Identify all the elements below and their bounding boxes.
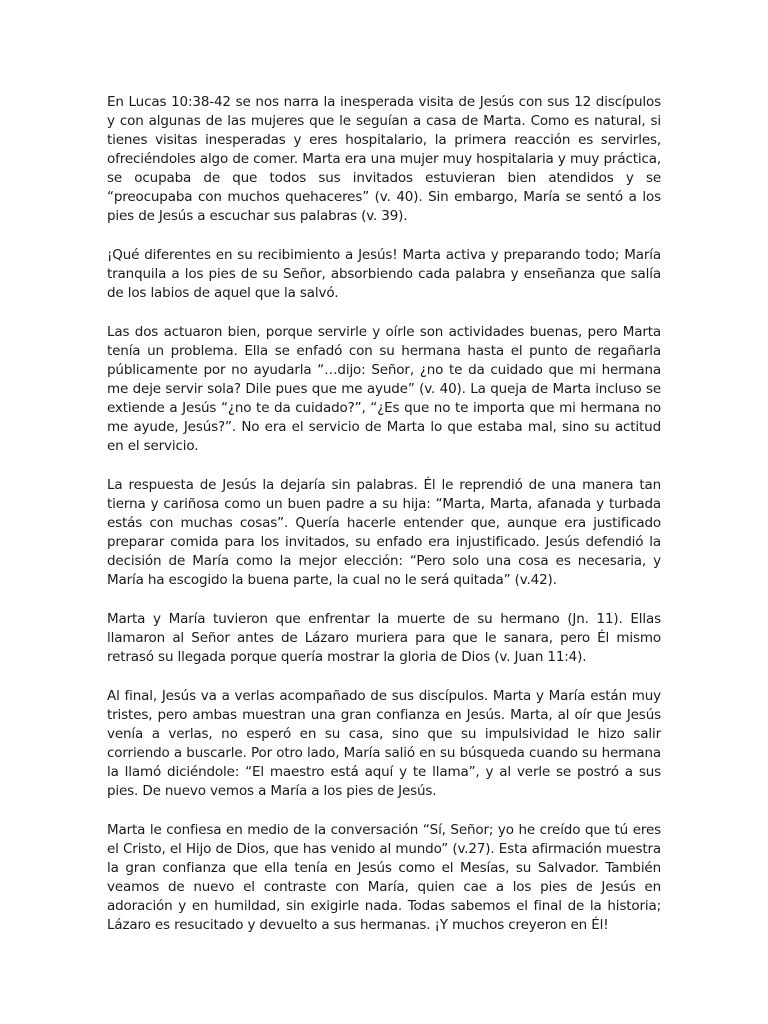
paragraph-6: Al final, Jesús va a verlas acompañado de sus discípulos. Marta y María están muy tristes, pero ambas muestran una gran confianza en Jesús. Marta, al oír que Jesús venía a verlas, no esperó en su casa, sino que su impulsividad le hizo salir corriendo a buscarle. Por otro lado, María salió en su búsqueda cuando su hermana la llamó diciéndole: “El maestro está aquí y te llama”, y al verle se postró a sus pies. De nuevo vemos a María a los pies de Jesús. [107, 688, 661, 799]
paragraph-4: La respuesta de Jesús la dejaría sin palabras. Él le reprendió de una manera tan tierna y cariñosa como un buen padre a su hija: “Marta, Marta, afanada y turbada estás con muchas cosas”. Quería hacerle entender que, aunque era justificado preparar comida para los invitados, su enfado era injustificado. Jesús defendió la decisión de María como la mejor elección: “Pero solo una cosa es necesaria, y María ha escogido la buena parte, la cual no le será quitada” (v.42). [107, 477, 661, 588]
paragraph-2: ¡Qué diferentes en su recibimiento a Jesús! Marta activa y preparando todo; María tranquila a los pies de su Señor, absorbiendo cada palabra y enseñanza que salía de los labios de aquel que la salvó. [107, 247, 661, 301]
document-body [107, 93, 661, 955]
paragraph-5: Marta y María tuvieron que enfrentar la muerte de su hermano (Jn. 11). Ellas llamaron al Señor antes de Lázaro muriera para que le sanara, pero Él mismo retrasó su llegada porque quería mostrar la gloria de Dios (v. Juan 11:4). [107, 611, 661, 665]
paragraph-1: En Lucas 10:38-42 se nos narra la inesperada visita de Jesús con sus 12 discípulos y con algunas de las mujeres que le seguían a casa de Marta. Como es natural, si tienes visitas inesperadas y eres hospitalario, la primera reacción es servirles, ofreciéndoles algo de comer. Marta era una mujer muy hospitalaria y muy práctica, se ocupaba de que todos sus invitados estuvieran bien atendidos y se “preocupaba con muchos quehaceres” (v. 40). Sin embargo, María se sentó a los pies de Jesús a escuchar sus palabras (v. 39). [107, 94, 661, 224]
paragraph-3: Las dos actuaron bien, porque servirle y oírle son actividades buenas, pero Marta tenía un problema. Ella se enfadó con su hermana hasta el punto de regañarla públicamente por no ayudarla “…dijo: Señor, ¿no te da cuidado que mi hermana me deje servir sola? Dile pues que me ayude” (v. 40). La queja de Marta incluso se extiende a Jesús “¿no te da cuidado?”, “¿Es que no te importa que mi hermana no me ayude, Jesús?”. No era el servicio de Marta lo que estaba mal, sino su actitud en el servicio. [107, 324, 661, 454]
paragraph-7: Marta le confiesa en medio de la conversación “Sí, Señor; yo he creído que tú eres el Cristo, el Hijo de Dios, que has venido al mundo” (v.27). Esta afirmación muestra la gran confianza que ella tenía en Jesús como el Mesías, su Salvador. También veamos de nuevo el contraste con María, quien cae a los pies de Jesús en adoración y en humildad, sin exigirle nada. Todas sabemos el final de la historia; Lázaro es resucitado y devuelto a sus hermanas. ¡Y muchos creyeron en Él! [107, 822, 661, 933]
